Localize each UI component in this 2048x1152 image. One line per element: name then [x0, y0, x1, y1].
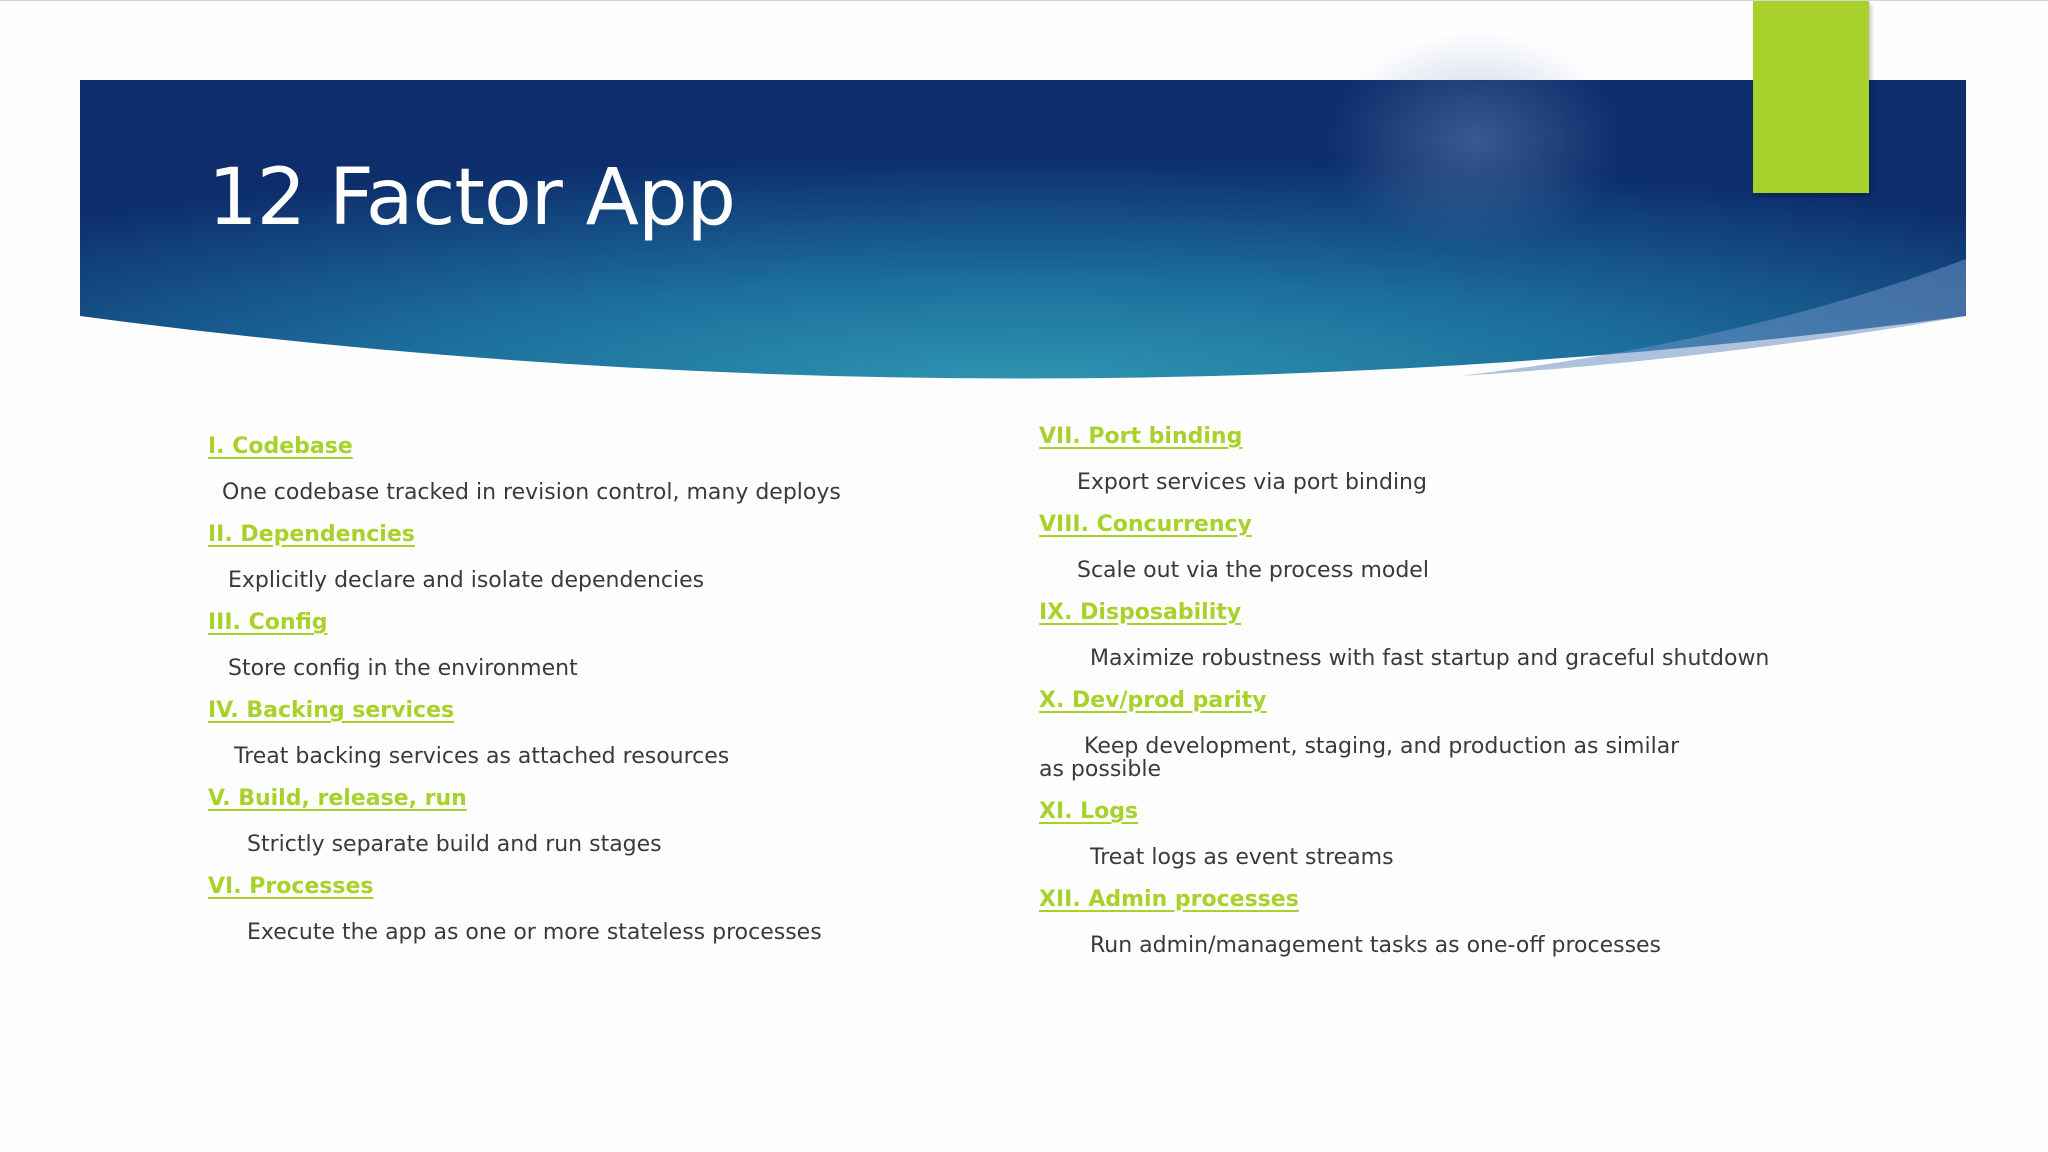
- factor-heading-config[interactable]: III. Config: [208, 610, 328, 635]
- factor-description-disposability: Maximize robustness with fast startup and graceful shutdown: [1090, 646, 1770, 671]
- factor-heading-processes[interactable]: VI. Processes: [208, 874, 374, 899]
- factor-heading-admin-processes[interactable]: XII. Admin processes: [1039, 887, 1299, 912]
- factor-heading-backing-services[interactable]: IV. Backing services: [208, 698, 455, 723]
- factor-description-dependencies: Explicitly declare and isolate dependencies: [228, 568, 705, 593]
- factor-description-port-binding: Export services via port binding: [1077, 470, 1427, 495]
- factor-description-config: Store config in the environment: [228, 656, 578, 681]
- factor-description-backing-services: Treat backing services as attached resources: [234, 744, 730, 769]
- factor-description-logs: Treat logs as event streams: [1090, 845, 1394, 870]
- factor-description-concurrency: Scale out via the process model: [1077, 558, 1429, 583]
- factor-description-dev-prod-parity: Keep development, staging, and production as similar as possible: [1039, 734, 1680, 783]
- slide-title: 12 Factor App: [208, 153, 735, 243]
- factor-description-admin-processes: Run admin/management tasks as one-off processes: [1090, 933, 1662, 958]
- factor-heading-dependencies[interactable]: II. Dependencies: [208, 522, 415, 547]
- factor-heading-disposability[interactable]: IX. Disposability: [1039, 600, 1242, 625]
- factor-heading-concurrency[interactable]: VIII. Concurrency: [1039, 512, 1252, 537]
- factor-heading-codebase[interactable]: I. Codebase: [208, 434, 353, 459]
- factor-description-processes: Execute the app as one or more stateless processes: [247, 920, 822, 945]
- factor-heading-port-binding[interactable]: VII. Port binding: [1039, 424, 1243, 449]
- factor-heading-build-release-run[interactable]: V. Build, release, run: [208, 786, 467, 811]
- factor-description-build-release-run: Strictly separate build and run stages: [247, 832, 662, 857]
- factor-heading-dev-prod-parity[interactable]: X. Dev/prod parity: [1039, 688, 1267, 713]
- accent-tab: [1753, 1, 1869, 193]
- factor-heading-logs[interactable]: XI. Logs: [1039, 799, 1139, 824]
- factor-description-codebase: One codebase tracked in revision control, many deploys: [222, 480, 841, 505]
